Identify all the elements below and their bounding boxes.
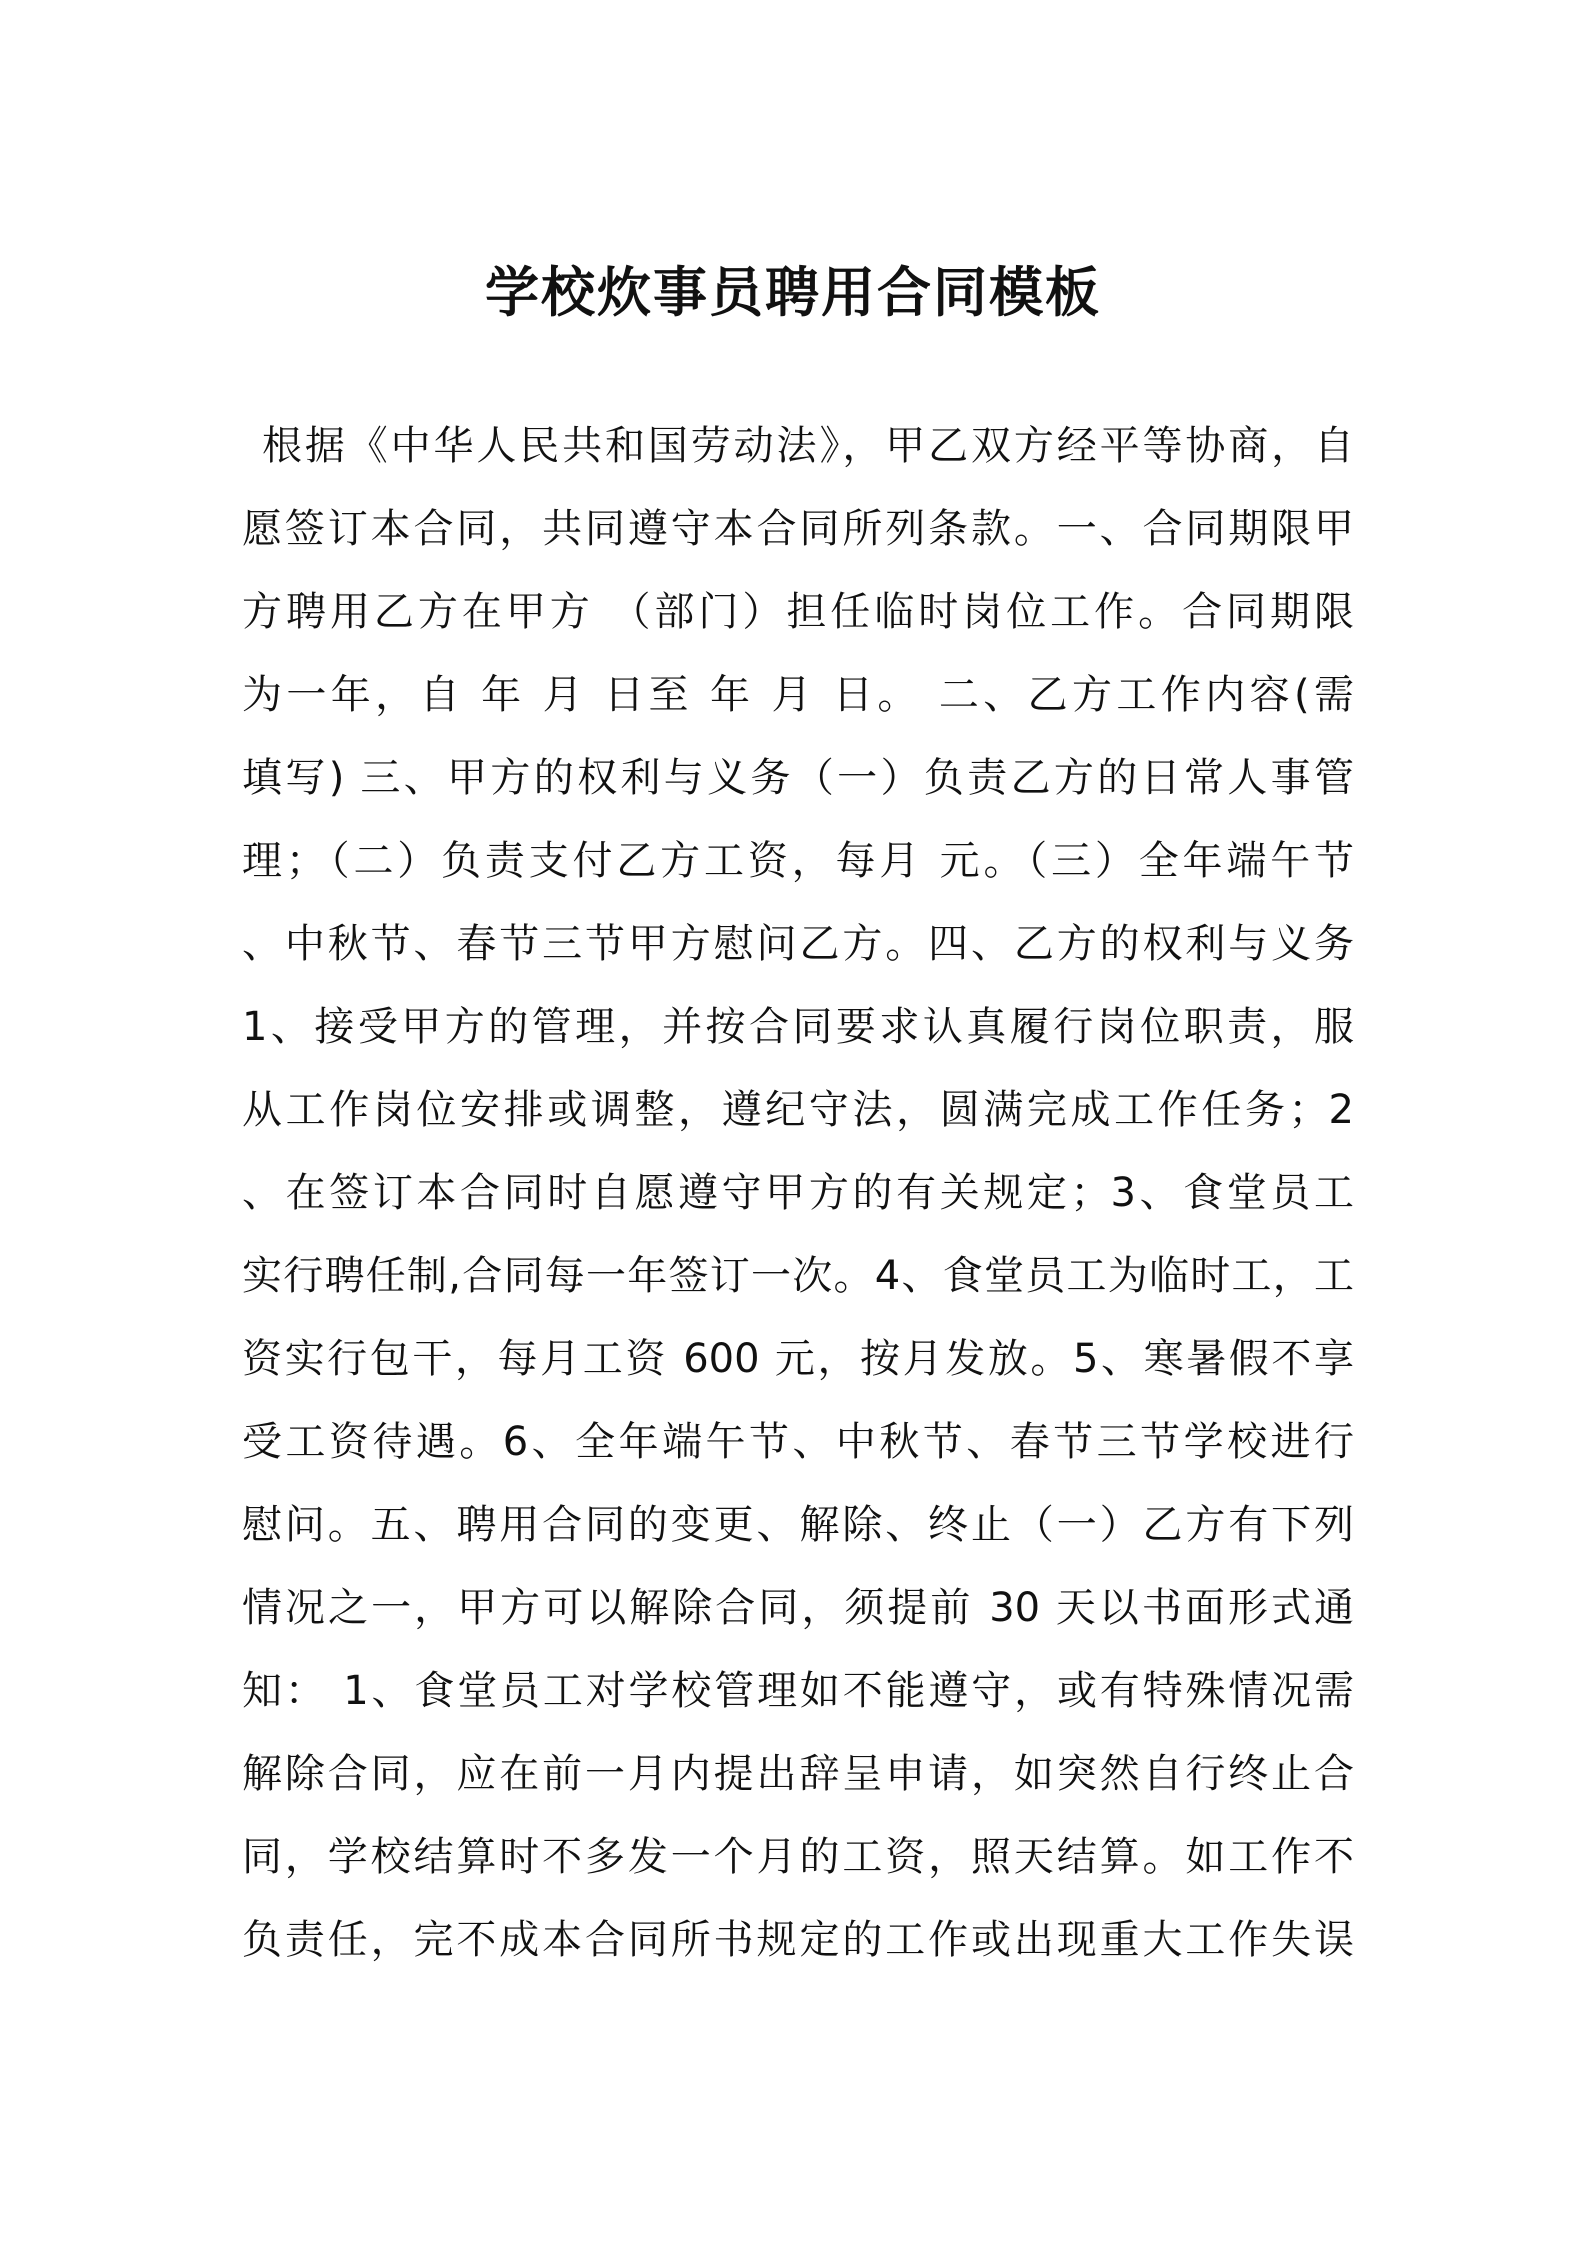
body-line-10: 、在签订本合同时自愿遵守甲方的有关规定；3、食堂员工 xyxy=(242,1170,1354,1216)
body-line-1: 根据《中华人民共和国劳动法》，甲乙双方经平等协商，自 xyxy=(262,423,1354,469)
body-line-18: 同，学校结算时不多发一个月的工资，照天结算。如工作不 xyxy=(242,1834,1354,1880)
body-line-19: 负责任，完不成本合同所书规定的工作或出现重大工作失误 xyxy=(242,1917,1354,1963)
body-line-8: 1、接受甲方的管理，并按合同要求认真履行岗位职责，服 xyxy=(242,1004,1354,1050)
contract-body xyxy=(242,405,1354,1982)
body-line-5: 填写) 三、甲方的权利与义务（一）负责乙方的日常人事管 xyxy=(242,755,1354,801)
body-line-14: 慰问。五、聘用合同的变更、解除、终止（一）乙方有下列 xyxy=(242,1502,1354,1548)
body-line-6: 理；（二）负责支付乙方工资，每月 元。（三）全年端午节 xyxy=(242,838,1354,884)
body-line-15: 情况之一，甲方可以解除合同，须提前 30 天以书面形式通 xyxy=(242,1585,1354,1631)
body-line-3: 方聘用乙方在甲方 （部门）担任临时岗位工作。合同期限 xyxy=(242,589,1354,635)
body-line-9: 从工作岗位安排或调整，遵纪守法，圆满完成工作任务；2 xyxy=(242,1087,1354,1133)
document-title: 学校炊事员聘用合同模板 xyxy=(485,261,1101,324)
body-line-12: 资实行包干，每月工资 600 元，按月发放。5、寒暑假不享 xyxy=(242,1336,1354,1382)
body-line-17: 解除合同，应在前一月内提出辞呈申请，如突然自行终止合 xyxy=(242,1751,1354,1797)
body-line-7: 、中秋节、春节三节甲方慰问乙方。四、乙方的权利与义务 xyxy=(242,921,1354,967)
body-line-2: 愿签订本合同，共同遵守本合同所列条款。一、合同期限甲 xyxy=(242,506,1354,552)
body-line-4: 为一年，自 年 月 日至 年 月 日。 二、乙方工作内容(需 xyxy=(242,672,1354,718)
body-line-11: 实行聘任制,合同每一年签订一次。4、食堂员工为临时工，工 xyxy=(242,1253,1354,1299)
body-line-13: 受工资待遇。6、全年端午节、中秋节、春节三节学校进行 xyxy=(242,1419,1354,1465)
body-line-16: 知： 1、食堂员工对学校管理如不能遵守，或有特殊情况需 xyxy=(242,1668,1354,1714)
